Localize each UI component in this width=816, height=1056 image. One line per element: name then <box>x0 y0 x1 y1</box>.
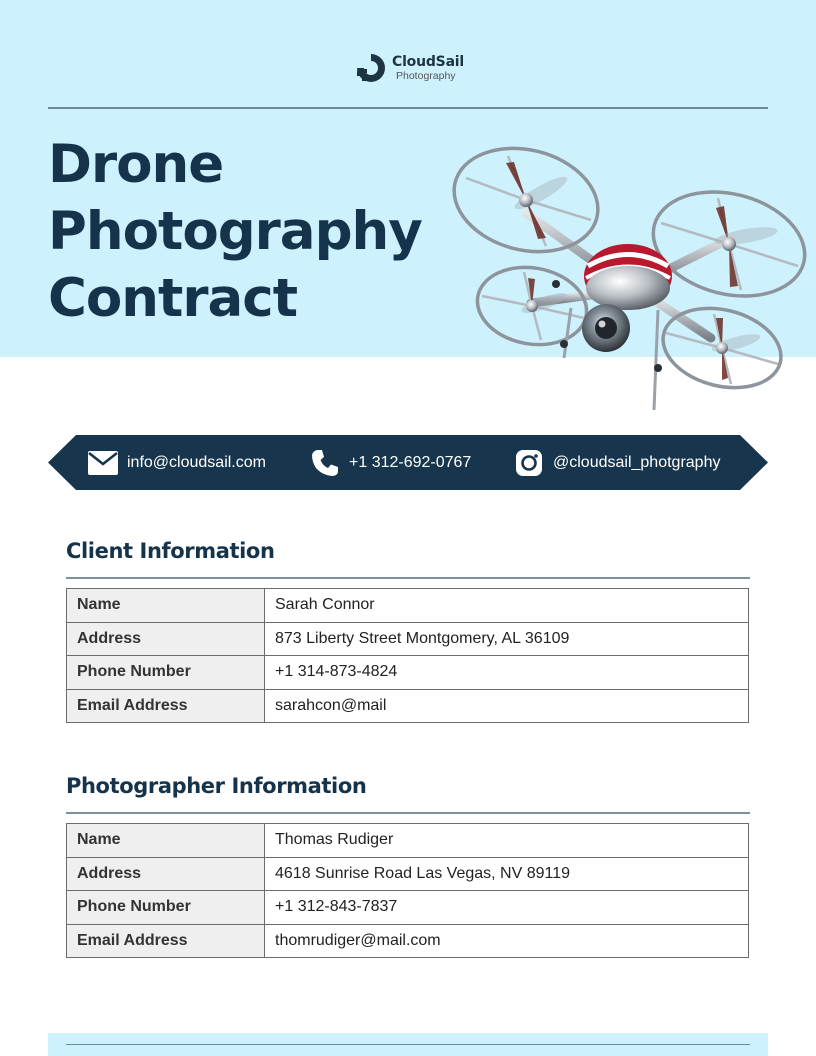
client-name-label: Name <box>67 589 265 623</box>
table-row <box>67 622 749 656</box>
contact-phone[interactable] <box>310 449 471 477</box>
page-title <box>48 131 422 332</box>
photographer-email-label: Email Address <box>67 924 265 958</box>
photographer-info-table <box>66 823 749 958</box>
photographer-phone-label: Phone Number <box>67 891 265 925</box>
contact-email[interactable] <box>88 449 266 477</box>
table-row <box>67 857 749 891</box>
table-row <box>67 589 749 623</box>
header-divider <box>48 107 768 109</box>
photographer-email-value: thomrudiger@mail.com <box>265 924 749 958</box>
table-row <box>67 689 749 723</box>
instagram-icon <box>514 449 544 477</box>
title-line-3: Contract <box>48 268 298 329</box>
brand-name: CloudSail <box>392 53 465 70</box>
title-line-2: Photography <box>48 201 422 262</box>
brand-logo <box>354 51 464 85</box>
photographer-section-divider <box>66 812 750 814</box>
client-email-value: sarahcon@mail <box>265 689 749 723</box>
drone-illustration <box>446 138 812 416</box>
photographer-section-title: Photographer Information <box>66 774 367 798</box>
client-section-title: Client Information <box>66 539 275 563</box>
photographer-name-label: Name <box>67 824 265 858</box>
photographer-address-label: Address <box>67 857 265 891</box>
table-row <box>67 924 749 958</box>
photographer-phone-value: +1 312-843-7837 <box>265 891 749 925</box>
cloudsail-logo-icon <box>354 51 388 85</box>
envelope-icon <box>88 449 118 477</box>
contact-instagram-text: @cloudsail_photgraphy <box>553 454 721 471</box>
client-address-label: Address <box>67 622 265 656</box>
contact-bar <box>48 435 768 490</box>
table-row <box>67 891 749 925</box>
title-line-1: Drone <box>48 134 224 195</box>
photographer-address-value: 4618 Sunrise Road Las Vegas, NV 89119 <box>265 857 749 891</box>
client-name-value: Sarah Connor <box>265 589 749 623</box>
footer-divider <box>66 1044 750 1045</box>
contact-instagram[interactable] <box>514 449 720 477</box>
brand-tagline: Photography <box>396 69 456 82</box>
table-row <box>67 824 749 858</box>
client-email-label: Email Address <box>67 689 265 723</box>
client-phone-value: +1 314-873-4824 <box>265 656 749 690</box>
contact-phone-text: +1 312-692-0767 <box>349 454 472 471</box>
phone-icon <box>310 449 340 477</box>
table-row <box>67 656 749 690</box>
client-phone-label: Phone Number <box>67 656 265 690</box>
photographer-name-value: Thomas Rudiger <box>265 824 749 858</box>
client-info-table <box>66 588 749 723</box>
client-section-divider <box>66 577 750 579</box>
contact-email-text: info@cloudsail.com <box>127 454 266 471</box>
client-address-value: 873 Liberty Street Montgomery, AL 36109 <box>265 622 749 656</box>
